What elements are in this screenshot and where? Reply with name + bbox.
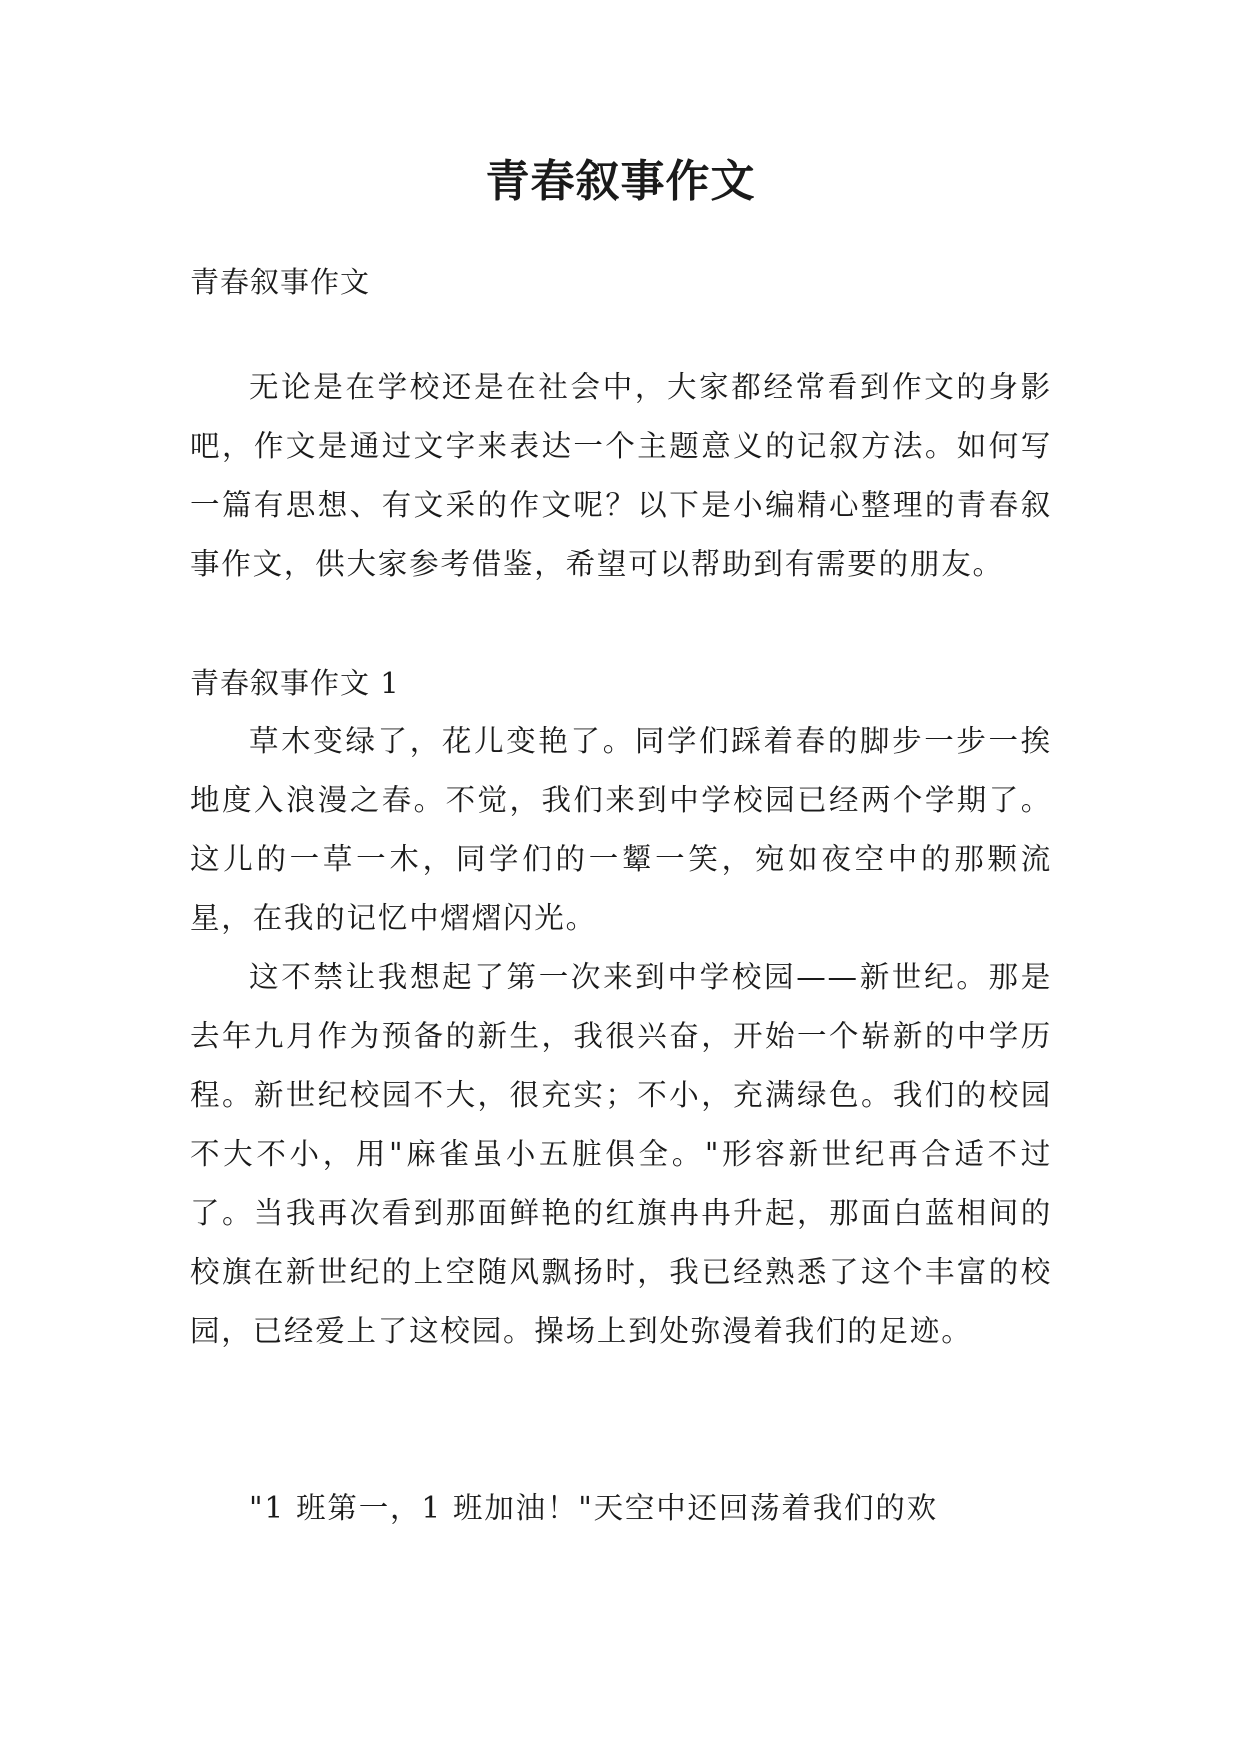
document-title: 青春叙事作文 <box>485 156 756 207</box>
body-paragraph: 这不禁让我想起了第一次来到中学校园——新世纪。那是去年九月作为预备的新生，我很兴奋，开始一个崭新的中学历程。新世纪校园不大，很充实；不小，充满绿色。我们的校园不大不小，用"麻雀虽小五脏俱全。"形容新世纪再合适不过了。当我再次看到那面鲜艳的红旗冉冉升起，那面白蓝相间的校旗在新世纪的上空随风飘扬时，我已经熟悉了这个丰富的校园，已经爱上了这校园。操场上到处弥漫着我们的足迹。 <box>190 960 1052 1348</box>
section-heading: 青春叙事作文 1 <box>190 666 400 700</box>
body-paragraph: 草木变绿了，花儿变艳了。同学们踩着春的脚步一步一挨地度入浪漫之春。不觉，我们来到中学校园已经两个学期了。这儿的一草一木，同学们的一颦一笑，宛如夜空中的那颗流星，在我的记忆中熠熠闪光。 <box>190 724 1052 935</box>
body-paragraph: "1 班第一，1 班加油！"天空中还回荡着我们的欢 <box>249 1491 938 1525</box>
document-subtitle: 青春叙事作文 <box>190 265 371 299</box>
intro-paragraph: 无论是在学校还是在社会中，大家都经常看到作文的身影吧，作文是通过文字来表达一个主题意义的记叙方法。如何写一篇有思想、有文采的作文呢？以下是小编精心整理的青春叙事作文，供大家参考借鉴，希望可以帮助到有需要的朋友。 <box>190 370 1052 581</box>
